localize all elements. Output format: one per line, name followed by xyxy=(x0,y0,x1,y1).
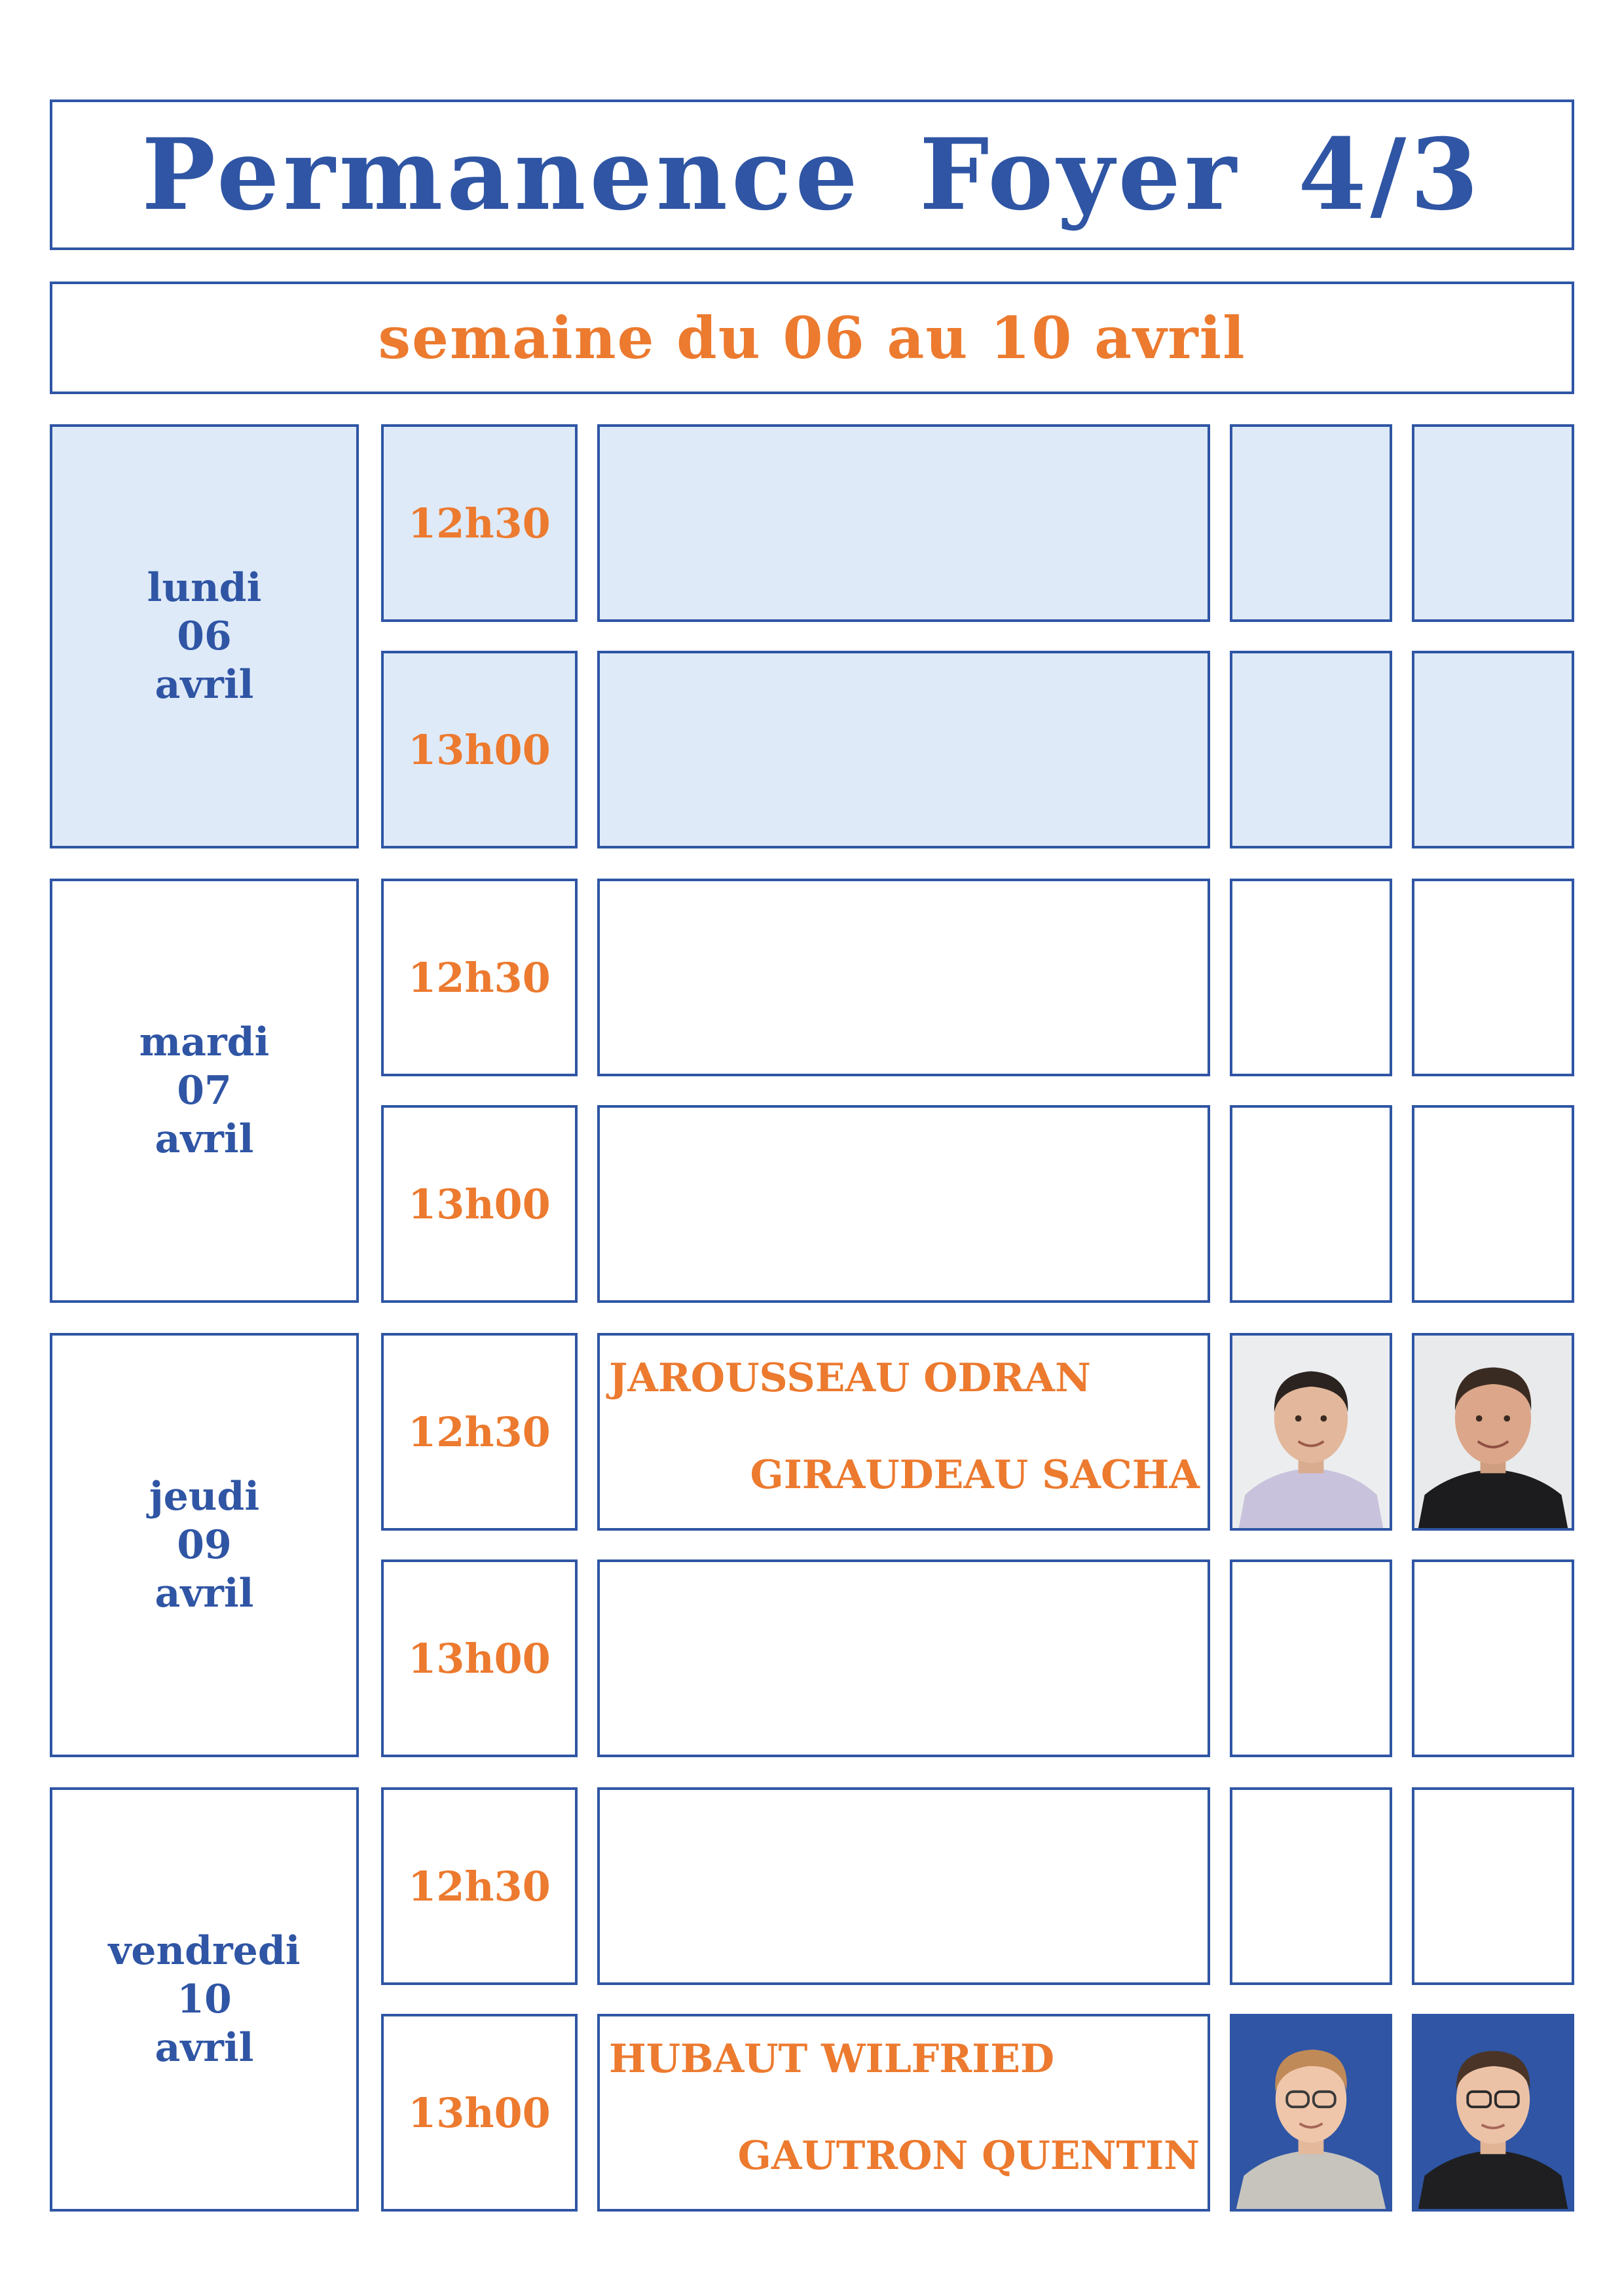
photo-cell xyxy=(1412,1333,1574,1531)
day-month: avril xyxy=(155,1571,254,1616)
week-box xyxy=(50,282,1574,394)
day-number: 10 xyxy=(177,1977,232,2022)
photo-cell xyxy=(1230,2014,1392,2212)
day-cell-mardi xyxy=(50,879,359,1303)
day-month: avril xyxy=(155,1116,254,1162)
time-cell xyxy=(381,879,578,1076)
time-label: 12h30 xyxy=(408,953,551,1002)
names-cell xyxy=(597,651,1210,848)
student-name-2: GAUTRON QUENTIN xyxy=(737,2133,1200,2179)
photo-cell xyxy=(1230,1787,1392,1985)
day-number: 09 xyxy=(177,1522,232,1568)
time-cell xyxy=(381,1333,578,1531)
photo-cell xyxy=(1230,1333,1392,1531)
photo-cell xyxy=(1230,651,1392,848)
photo-cell xyxy=(1412,651,1574,848)
student-name-2: GIRAUDEAU SACHA xyxy=(750,1452,1200,1498)
photo-cell xyxy=(1412,879,1574,1076)
names-cell xyxy=(597,879,1210,1076)
photo-cell xyxy=(1230,1105,1392,1303)
time-label: 13h00 xyxy=(408,1180,551,1228)
photo-cell xyxy=(1230,1559,1392,1757)
time-label: 13h00 xyxy=(408,1634,551,1683)
time-cell xyxy=(381,651,578,848)
photo-cell xyxy=(1412,1105,1574,1303)
time-cell xyxy=(381,424,578,622)
student-name-1: HUBAUT WILFRIED xyxy=(609,2036,1055,2082)
photo-cell xyxy=(1412,1787,1574,1985)
page-title: Permanence Foyer 4/3 xyxy=(141,117,1483,232)
title-box xyxy=(50,100,1574,250)
day-name: lundi xyxy=(147,565,262,611)
time-label: 12h30 xyxy=(408,1862,551,1910)
names-cell xyxy=(597,424,1210,622)
student-name-1: JAROUSSEAU ODRAN xyxy=(609,1355,1091,1401)
names-cell xyxy=(597,2014,1210,2212)
student-photo xyxy=(1414,2016,1572,2209)
day-month: avril xyxy=(155,2025,254,2071)
photo-cell xyxy=(1412,424,1574,622)
day-month: avril xyxy=(155,662,254,708)
photo-cell xyxy=(1230,424,1392,622)
day-name: vendredi xyxy=(108,1928,301,1974)
names-cell xyxy=(597,1559,1210,1757)
time-label: 12h30 xyxy=(408,1408,551,1456)
time-label: 13h00 xyxy=(408,2088,551,2137)
day-cell-lundi xyxy=(50,424,359,848)
day-number: 06 xyxy=(177,613,232,659)
student-photo xyxy=(1414,1336,1572,1528)
student-photo xyxy=(1232,2016,1390,2209)
day-cell-jeudi xyxy=(50,1333,359,1757)
time-cell xyxy=(381,2014,578,2212)
time-cell xyxy=(381,1787,578,1985)
time-label: 12h30 xyxy=(408,499,551,547)
student-photo xyxy=(1232,1336,1390,1528)
time-label: 13h00 xyxy=(408,725,551,774)
names-cell xyxy=(597,1105,1210,1303)
day-name: mardi xyxy=(139,1019,270,1065)
names-cell xyxy=(597,1787,1210,1985)
day-cell-vendredi xyxy=(50,1787,359,2212)
names-cell xyxy=(597,1333,1210,1531)
time-cell xyxy=(381,1105,578,1303)
photo-cell xyxy=(1230,879,1392,1076)
day-number: 07 xyxy=(177,1068,232,1114)
week-label: semaine du 06 au 10 avril xyxy=(378,304,1246,372)
time-cell xyxy=(381,1559,578,1757)
day-name: jeudi xyxy=(149,1474,260,1520)
photo-cell xyxy=(1412,1559,1574,1757)
photo-cell xyxy=(1412,2014,1574,2212)
